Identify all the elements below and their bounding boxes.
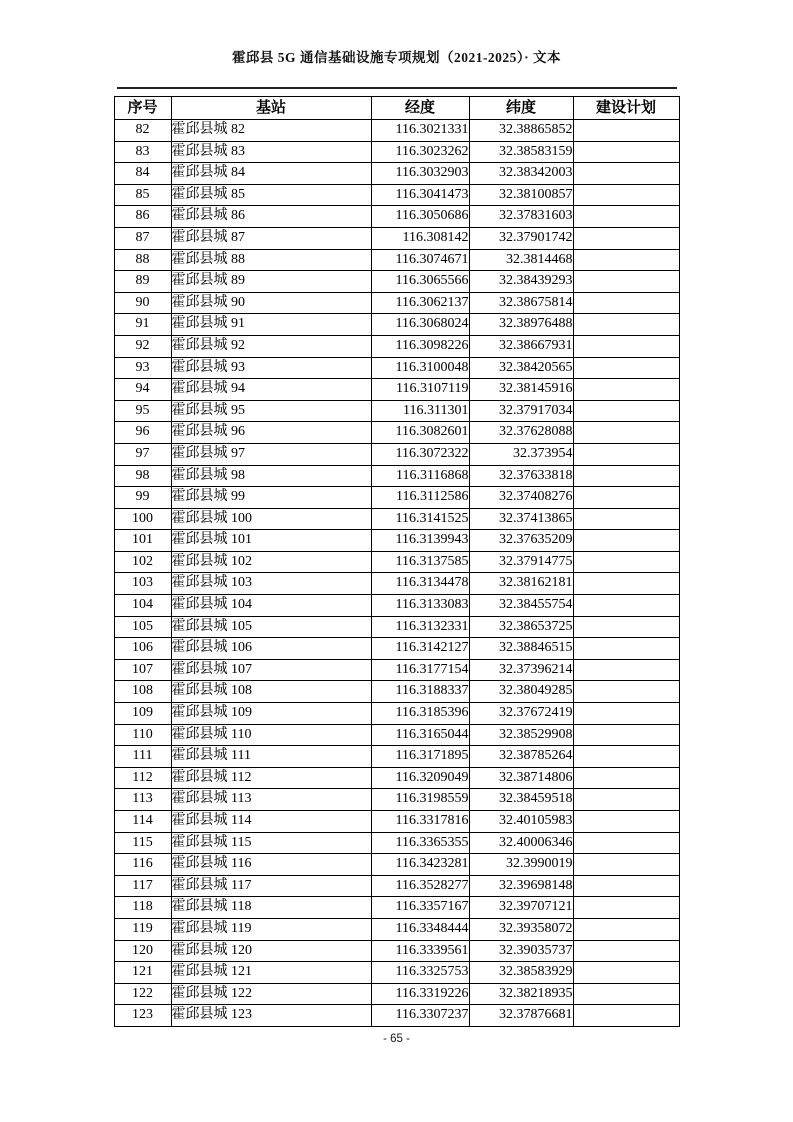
cell-construction-plan [573, 206, 679, 228]
cell-latitude: 32.38653725 [469, 616, 573, 638]
cell-longitude: 116.3177154 [371, 659, 469, 681]
cell-construction-plan [573, 271, 679, 293]
cell-station: 霍邱县城 115 [171, 832, 371, 854]
cell-longitude: 116.3065566 [371, 271, 469, 293]
cell-construction-plan [573, 940, 679, 962]
cell-seq: 100 [114, 508, 171, 530]
cell-construction-plan [573, 400, 679, 422]
cell-seq: 92 [114, 335, 171, 357]
table-row [114, 1005, 679, 1027]
table-row [114, 357, 679, 379]
cell-station: 霍邱县城 120 [171, 940, 371, 962]
cell-latitude: 32.38667931 [469, 335, 573, 357]
cell-construction-plan [573, 595, 679, 617]
cell-station: 霍邱县城 90 [171, 292, 371, 314]
table-row [114, 314, 679, 336]
table-row [114, 379, 679, 401]
cell-longitude: 116.3072322 [371, 443, 469, 465]
cell-seq: 93 [114, 357, 171, 379]
cell-seq: 116 [114, 854, 171, 876]
cell-seq: 90 [114, 292, 171, 314]
cell-station: 霍邱县城 91 [171, 314, 371, 336]
cell-construction-plan [573, 897, 679, 919]
cell-longitude: 116.3134478 [371, 573, 469, 595]
cell-latitude: 32.39698148 [469, 875, 573, 897]
cell-longitude: 116.3209049 [371, 767, 469, 789]
cell-station: 霍邱县城 88 [171, 249, 371, 271]
cell-construction-plan [573, 703, 679, 725]
cell-station: 霍邱县城 123 [171, 1005, 371, 1027]
cell-longitude: 116.3339561 [371, 940, 469, 962]
table-body [114, 120, 679, 1027]
cell-longitude: 116.3188337 [371, 681, 469, 703]
table-row [114, 616, 679, 638]
cell-latitude: 32.39035737 [469, 940, 573, 962]
cell-latitude: 32.38846515 [469, 638, 573, 660]
cell-station: 霍邱县城 104 [171, 595, 371, 617]
cell-seq: 96 [114, 422, 171, 444]
table-row [114, 120, 679, 142]
cell-latitude: 32.37628088 [469, 422, 573, 444]
cell-construction-plan [573, 789, 679, 811]
cell-latitude: 32.38218935 [469, 983, 573, 1005]
cell-station: 霍邱县城 94 [171, 379, 371, 401]
table-header-row [114, 97, 679, 120]
table-row [114, 508, 679, 530]
cell-longitude: 116.3365355 [371, 832, 469, 854]
cell-station: 霍邱县城 89 [171, 271, 371, 293]
table-row [114, 983, 679, 1005]
cell-seq: 101 [114, 530, 171, 552]
cell-station: 霍邱县城 87 [171, 227, 371, 249]
cell-longitude: 116.3348444 [371, 918, 469, 940]
cell-station: 霍邱县城 82 [171, 120, 371, 142]
cell-construction-plan [573, 184, 679, 206]
cell-longitude: 116.3319226 [371, 983, 469, 1005]
cell-construction-plan [573, 638, 679, 660]
cell-latitude: 32.37876681 [469, 1005, 573, 1027]
table-row [114, 487, 679, 509]
cell-longitude: 116.3023262 [371, 141, 469, 163]
cell-station: 霍邱县城 99 [171, 487, 371, 509]
cell-construction-plan [573, 551, 679, 573]
cell-longitude: 116.3171895 [371, 746, 469, 768]
cell-construction-plan [573, 530, 679, 552]
cell-station: 霍邱县城 107 [171, 659, 371, 681]
table-row [114, 897, 679, 919]
table-row [114, 292, 679, 314]
cell-longitude: 116.3139943 [371, 530, 469, 552]
cell-longitude: 116.308142 [371, 227, 469, 249]
cell-longitude: 116.3068024 [371, 314, 469, 336]
cell-seq: 104 [114, 595, 171, 617]
cell-seq: 88 [114, 249, 171, 271]
column-header-station: 基站 [171, 97, 371, 120]
cell-latitude: 32.38976488 [469, 314, 573, 336]
cell-seq: 87 [114, 227, 171, 249]
cell-construction-plan [573, 875, 679, 897]
cell-latitude: 32.38439293 [469, 271, 573, 293]
cell-seq: 113 [114, 789, 171, 811]
cell-longitude: 116.3198559 [371, 789, 469, 811]
table-row [114, 811, 679, 833]
cell-station: 霍邱县城 119 [171, 918, 371, 940]
table-row [114, 875, 679, 897]
cell-construction-plan [573, 508, 679, 530]
cell-longitude: 116.3032903 [371, 163, 469, 185]
table-row [114, 746, 679, 768]
cell-latitude: 32.37635209 [469, 530, 573, 552]
cell-latitude: 32.3990019 [469, 854, 573, 876]
cell-construction-plan [573, 314, 679, 336]
cell-construction-plan [573, 120, 679, 142]
cell-station: 霍邱县城 114 [171, 811, 371, 833]
cell-seq: 102 [114, 551, 171, 573]
cell-construction-plan [573, 227, 679, 249]
cell-latitude: 32.40105983 [469, 811, 573, 833]
cell-latitude: 32.373954 [469, 443, 573, 465]
column-header-seq: 序号 [114, 97, 171, 120]
cell-seq: 114 [114, 811, 171, 833]
cell-longitude: 116.3021331 [371, 120, 469, 142]
cell-construction-plan [573, 443, 679, 465]
cell-construction-plan [573, 1005, 679, 1027]
cell-longitude: 116.3357167 [371, 897, 469, 919]
cell-construction-plan [573, 573, 679, 595]
cell-seq: 111 [114, 746, 171, 768]
cell-seq: 103 [114, 573, 171, 595]
cell-latitude: 32.38455754 [469, 595, 573, 617]
cell-latitude: 32.3814468 [469, 249, 573, 271]
cell-latitude: 32.37831603 [469, 206, 573, 228]
cell-seq: 86 [114, 206, 171, 228]
table-row [114, 400, 679, 422]
table-row [114, 271, 679, 293]
cell-station: 霍邱县城 83 [171, 141, 371, 163]
cell-construction-plan [573, 465, 679, 487]
cell-station: 霍邱县城 116 [171, 854, 371, 876]
page-number: - 65 - [383, 1032, 410, 1045]
cell-latitude: 32.38162181 [469, 573, 573, 595]
column-header-latitude: 纬度 [469, 97, 573, 120]
cell-latitude: 32.38420565 [469, 357, 573, 379]
cell-station: 霍邱县城 108 [171, 681, 371, 703]
cell-seq: 91 [114, 314, 171, 336]
cell-seq: 89 [114, 271, 171, 293]
cell-station: 霍邱县城 84 [171, 163, 371, 185]
cell-latitude: 32.39358072 [469, 918, 573, 940]
cell-seq: 118 [114, 897, 171, 919]
cell-station: 霍邱县城 92 [171, 335, 371, 357]
cell-station: 霍邱县城 102 [171, 551, 371, 573]
cell-longitude: 116.3137585 [371, 551, 469, 573]
cell-construction-plan [573, 163, 679, 185]
table-row [114, 163, 679, 185]
cell-latitude: 32.38529908 [469, 724, 573, 746]
cell-seq: 105 [114, 616, 171, 638]
cell-station: 霍邱县城 105 [171, 616, 371, 638]
cell-longitude: 116.3141525 [371, 508, 469, 530]
cell-latitude: 32.37396214 [469, 659, 573, 681]
cell-longitude: 116.3142127 [371, 638, 469, 660]
cell-seq: 115 [114, 832, 171, 854]
cell-longitude: 116.3041473 [371, 184, 469, 206]
cell-seq: 95 [114, 400, 171, 422]
cell-latitude: 32.37917034 [469, 400, 573, 422]
cell-station: 霍邱县城 96 [171, 422, 371, 444]
cell-latitude: 32.38785264 [469, 746, 573, 768]
cell-latitude: 32.37413865 [469, 508, 573, 530]
cell-latitude: 32.37633818 [469, 465, 573, 487]
cell-station: 霍邱县城 112 [171, 767, 371, 789]
cell-longitude: 116.3062137 [371, 292, 469, 314]
cell-station: 霍邱县城 103 [171, 573, 371, 595]
cell-latitude: 32.38459518 [469, 789, 573, 811]
cell-station: 霍邱县城 111 [171, 746, 371, 768]
table-row [114, 551, 679, 573]
cell-latitude: 32.38049285 [469, 681, 573, 703]
table-row [114, 638, 679, 660]
cell-construction-plan [573, 379, 679, 401]
cell-longitude: 116.3165044 [371, 724, 469, 746]
cell-latitude: 32.38342003 [469, 163, 573, 185]
cell-seq: 97 [114, 443, 171, 465]
table-row [114, 573, 679, 595]
cell-longitude: 116.3112586 [371, 487, 469, 509]
cell-latitude: 32.37914775 [469, 551, 573, 573]
cell-station: 霍邱县城 110 [171, 724, 371, 746]
cell-seq: 110 [114, 724, 171, 746]
cell-construction-plan [573, 832, 679, 854]
table-row [114, 854, 679, 876]
cell-longitude: 116.3185396 [371, 703, 469, 725]
cell-construction-plan [573, 335, 679, 357]
cell-seq: 122 [114, 983, 171, 1005]
cell-station: 霍邱县城 101 [171, 530, 371, 552]
cell-station: 霍邱县城 106 [171, 638, 371, 660]
cell-station: 霍邱县城 97 [171, 443, 371, 465]
cell-construction-plan [573, 746, 679, 768]
table-row [114, 767, 679, 789]
cell-construction-plan [573, 249, 679, 271]
table-row [114, 206, 679, 228]
cell-latitude: 32.38583929 [469, 962, 573, 984]
cell-longitude: 116.3107119 [371, 379, 469, 401]
cell-seq: 120 [114, 940, 171, 962]
cell-seq: 109 [114, 703, 171, 725]
cell-construction-plan [573, 422, 679, 444]
cell-construction-plan [573, 357, 679, 379]
table-row [114, 443, 679, 465]
cell-latitude: 32.38100857 [469, 184, 573, 206]
table-row [114, 335, 679, 357]
column-header-longitude: 经度 [371, 97, 469, 120]
cell-seq: 119 [114, 918, 171, 940]
cell-seq: 85 [114, 184, 171, 206]
cell-longitude: 116.3133083 [371, 595, 469, 617]
cell-latitude: 32.39707121 [469, 897, 573, 919]
table-row [114, 659, 679, 681]
cell-station: 霍邱县城 118 [171, 897, 371, 919]
base-station-table [114, 96, 680, 1027]
cell-construction-plan [573, 292, 679, 314]
cell-construction-plan [573, 854, 679, 876]
table-row [114, 465, 679, 487]
cell-station: 霍邱县城 122 [171, 983, 371, 1005]
cell-latitude: 32.38714806 [469, 767, 573, 789]
cell-station: 霍邱县城 117 [171, 875, 371, 897]
table-row [114, 141, 679, 163]
cell-seq: 98 [114, 465, 171, 487]
cell-latitude: 32.40006346 [469, 832, 573, 854]
cell-construction-plan [573, 767, 679, 789]
cell-seq: 117 [114, 875, 171, 897]
cell-seq: 108 [114, 681, 171, 703]
cell-longitude: 116.3423281 [371, 854, 469, 876]
cell-construction-plan [573, 811, 679, 833]
cell-longitude: 116.3082601 [371, 422, 469, 444]
table-row [114, 789, 679, 811]
cell-seq: 99 [114, 487, 171, 509]
cell-station: 霍邱县城 95 [171, 400, 371, 422]
cell-longitude: 116.3098226 [371, 335, 469, 357]
cell-station: 霍邱县城 121 [171, 962, 371, 984]
cell-latitude: 32.37408276 [469, 487, 573, 509]
cell-seq: 121 [114, 962, 171, 984]
cell-longitude: 116.3116868 [371, 465, 469, 487]
cell-seq: 83 [114, 141, 171, 163]
cell-longitude: 116.3100048 [371, 357, 469, 379]
cell-seq: 82 [114, 120, 171, 142]
cell-construction-plan [573, 724, 679, 746]
cell-longitude: 116.311301 [371, 400, 469, 422]
table-row [114, 227, 679, 249]
cell-longitude: 116.3528277 [371, 875, 469, 897]
table-row [114, 940, 679, 962]
cell-seq: 106 [114, 638, 171, 660]
cell-construction-plan [573, 616, 679, 638]
cell-seq: 84 [114, 163, 171, 185]
cell-construction-plan [573, 487, 679, 509]
cell-station: 霍邱县城 85 [171, 184, 371, 206]
cell-latitude: 32.37901742 [469, 227, 573, 249]
cell-latitude: 32.38145916 [469, 379, 573, 401]
cell-longitude: 116.3074671 [371, 249, 469, 271]
cell-longitude: 116.3132331 [371, 616, 469, 638]
document-header-title: 霍邱县 5G 通信基础设施专项规划（2021-2025）· 文本 [231, 50, 562, 65]
table-row [114, 681, 679, 703]
cell-seq: 94 [114, 379, 171, 401]
cell-construction-plan [573, 141, 679, 163]
header-rule [117, 87, 677, 89]
column-header-plan: 建设计划 [573, 97, 679, 120]
cell-construction-plan [573, 962, 679, 984]
cell-longitude: 116.3050686 [371, 206, 469, 228]
table-row [114, 918, 679, 940]
cell-latitude: 32.38583159 [469, 141, 573, 163]
cell-station: 霍邱县城 100 [171, 508, 371, 530]
cell-construction-plan [573, 983, 679, 1005]
cell-construction-plan [573, 918, 679, 940]
table-row [114, 530, 679, 552]
cell-station: 霍邱县城 113 [171, 789, 371, 811]
cell-station: 霍邱县城 86 [171, 206, 371, 228]
table-row [114, 249, 679, 271]
cell-seq: 112 [114, 767, 171, 789]
cell-station: 霍邱县城 98 [171, 465, 371, 487]
cell-longitude: 116.3317816 [371, 811, 469, 833]
cell-station: 霍邱县城 93 [171, 357, 371, 379]
table-row [114, 832, 679, 854]
table-row [114, 595, 679, 617]
table-row [114, 184, 679, 206]
table-row [114, 962, 679, 984]
cell-longitude: 116.3307237 [371, 1005, 469, 1027]
cell-latitude: 32.37672419 [469, 703, 573, 725]
cell-longitude: 116.3325753 [371, 962, 469, 984]
cell-construction-plan [573, 659, 679, 681]
table-row [114, 724, 679, 746]
cell-seq: 107 [114, 659, 171, 681]
cell-latitude: 32.38865852 [469, 120, 573, 142]
cell-construction-plan [573, 681, 679, 703]
table-row [114, 422, 679, 444]
cell-latitude: 32.38675814 [469, 292, 573, 314]
table-row [114, 703, 679, 725]
cell-seq: 123 [114, 1005, 171, 1027]
cell-station: 霍邱县城 109 [171, 703, 371, 725]
